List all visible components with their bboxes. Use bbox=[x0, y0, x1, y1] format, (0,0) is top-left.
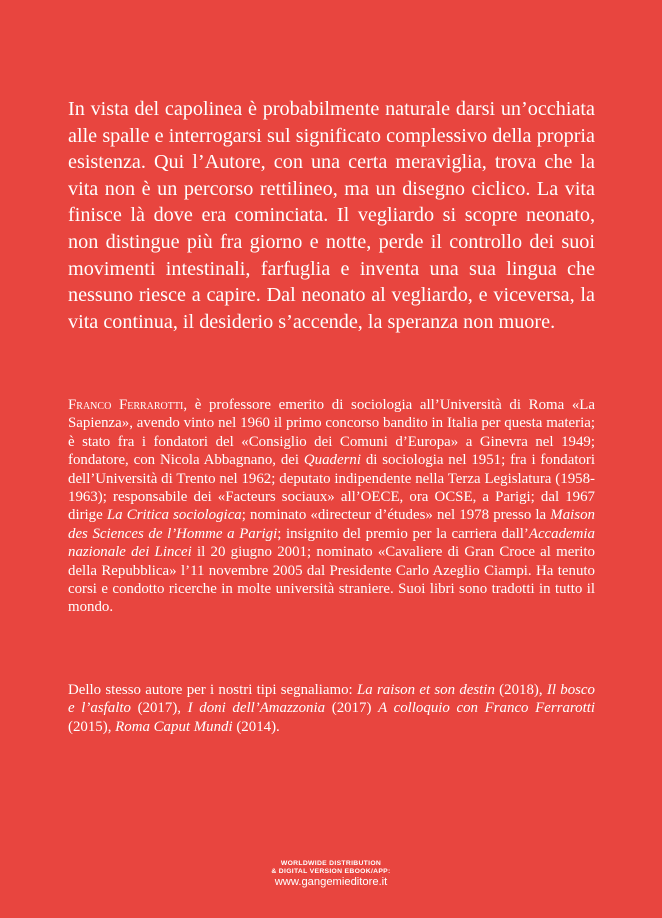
bio-accademia: Accademia nazionale dei Lincei bbox=[68, 525, 595, 561]
book-year-5: (2014). bbox=[232, 718, 280, 735]
also-intro: Dello stesso autore per i nostri tipi segnaliamo: bbox=[68, 682, 357, 698]
author-bio bbox=[68, 396, 595, 617]
book-year-2: (2017), bbox=[130, 700, 188, 717]
publisher-footer bbox=[0, 860, 662, 889]
bio-text-5: il 20 giugno 2001; nominato «Cavaliere di Gran Croce al merito della Repubblica» l’11 novembre 2005 dal Presidente Carlo Azeglio Ciampi. Ha tenuto corsi e condotto ricerche in molte università straniere. Suoi libri sono tradotti in tutto il mondo. bbox=[68, 544, 596, 616]
bio-text-2: di sociologia nel 1951; fra i fondatori dell’Università di Trento nel 1962; deputato indipendente nella Terza Legislatura (1958-1963); responsabile dei «Facteurs sociaux» all’OECE, ora OCSE, a Parigi; dal 1967 dirige bbox=[68, 452, 595, 524]
digital-version-label: & DIGITAL VERSION EBOOK/APP: bbox=[271, 868, 391, 875]
book-year-1: (2018), bbox=[494, 682, 547, 698]
bio-text-1: , è professore emerito di sociologia all’Università di Roma «La Sapienza», avendo vinto nel 1960 il primo concorso bandito in Italia per questa materia; è stato fra i fondatori del «Consiglio dei Comuni d’Europa» a Ginevra nel 1949; fondatore, con Nicola Abbagnano, dei bbox=[68, 397, 596, 469]
bio-text-3: ; nominato «directeur d’études» nel 1978 presso la bbox=[241, 507, 551, 524]
book-title-5: Roma Caput Mundi bbox=[115, 718, 233, 735]
bio-critica: La Critica sociologica bbox=[106, 507, 242, 524]
book-title-1: La raison et son destin bbox=[356, 682, 495, 698]
book-year-3: (2017) bbox=[325, 700, 379, 717]
bio-maison: Maison des Sciences de l’Homme a Parigi bbox=[68, 507, 595, 542]
publisher-url: www.gangemieditore.it bbox=[274, 876, 388, 888]
bio-text-4: ; insignito del premio per la carriera dall’ bbox=[277, 525, 529, 542]
book-title-4: A colloquio con Franco Ferrarotti bbox=[378, 700, 595, 717]
book-title-2: Il bosco e l’asfalto bbox=[68, 682, 595, 717]
distribution-label: WORLDWIDE DISTRIBUTION bbox=[280, 860, 382, 867]
bio-quaderni: Quaderni bbox=[303, 452, 361, 469]
intro-paragraph: In vista del capolinea è probabilmente naturale darsi un’occhiata alle spalle e interrogarsi sul significato complessivo della propria esistenza. Qui l’Autore, con una certa meraviglia, trova che la vita non è un percorso rettilineo, ma un disegno ciclico. La vita finisce là dove era cominciata. Il vegliardo si scopre neonato, non distingue più fra giorno e notte, perde il controllo dei suoi movimenti intestinali, farfuglia e inventa una sua lingua che nessuno riesce a capire. Dal neonato al vegliardo, e viceversa, la vita continua, il desiderio s’accende, la speranza non muore. bbox=[68, 98, 595, 333]
book-title-3: I doni dell’Amazzonia bbox=[187, 700, 326, 717]
also-by-author bbox=[68, 681, 595, 736]
book-year-4: (2015), bbox=[68, 718, 116, 735]
author-name: Franco Ferrarotti bbox=[68, 397, 184, 413]
